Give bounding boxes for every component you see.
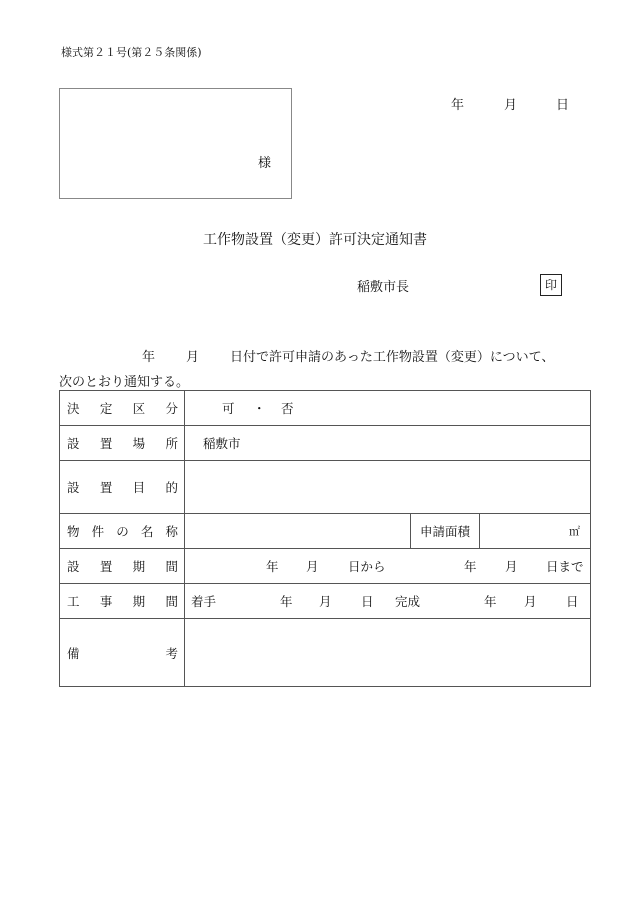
label-purpose: 設 置 目 的 [60,461,185,514]
label-remarks: 備 考 [60,619,185,687]
work-year1: 年 [280,594,293,609]
document-title: 工作物設置（変更）許可決定通知書 [203,232,427,248]
decision-separator: ・ [253,401,266,416]
value-work-period [185,584,591,619]
work-month2: 月 [524,594,537,609]
location-city: 稲敷市 [203,436,241,451]
label-decision: 決 定 区 分 [60,391,185,426]
notice-table [59,390,591,687]
label-object-name: 物 件 の 名 称 [60,514,185,549]
period-year1: 年 [266,559,279,574]
date-day: 日 [556,98,570,113]
date-month: 月 [504,98,518,113]
value-purpose [185,461,591,514]
value-location [185,426,591,461]
decision-deny: 否 [281,401,294,416]
issuer-name: 稲敷市長 [357,280,410,295]
work-start: 着手 [191,594,217,609]
row-decision [60,391,591,426]
area-label: 申請面積 [411,514,480,549]
period-month1: 月 [306,559,319,574]
label-location: 設 置 場 所 [60,426,185,461]
addressee-suffix: 様 [257,156,271,171]
intro-line2: 次のとおり通知する。 [59,375,190,390]
work-day2: 日 [566,594,579,609]
label-period: 設 置 期 間 [60,549,185,584]
form-number: 様式第２１号(第２５条関係) [61,46,202,59]
value-decision [185,391,591,426]
date-year: 年 [451,98,465,113]
value-remarks [185,619,591,687]
intro-month: 月 [186,350,200,365]
work-year2: 年 [484,594,497,609]
label-work-period: 工 事 期 間 [60,584,185,619]
row-object-name [60,514,591,549]
period-from: 日から [348,559,386,574]
row-location [60,426,591,461]
row-purpose [60,461,591,514]
intro-year: 年 [142,350,156,365]
work-complete: 完成 [395,594,421,609]
row-remarks [60,619,591,687]
area-unit: ㎡ [480,514,591,549]
work-day1: 日 [361,594,374,609]
period-until: 日まで [546,559,584,574]
period-month2: 月 [505,559,518,574]
addressee-box [59,88,292,199]
value-object-name [185,514,411,549]
period-year2: 年 [464,559,477,574]
row-period [60,549,591,584]
value-period [185,549,591,584]
row-work-period [60,584,591,619]
seal-mark: 印 [540,274,562,296]
work-month1: 月 [319,594,332,609]
decision-approve: 可 [222,401,235,416]
intro-line1: 日付で許可申請のあった工作物設置（変更）について、 [230,350,555,365]
